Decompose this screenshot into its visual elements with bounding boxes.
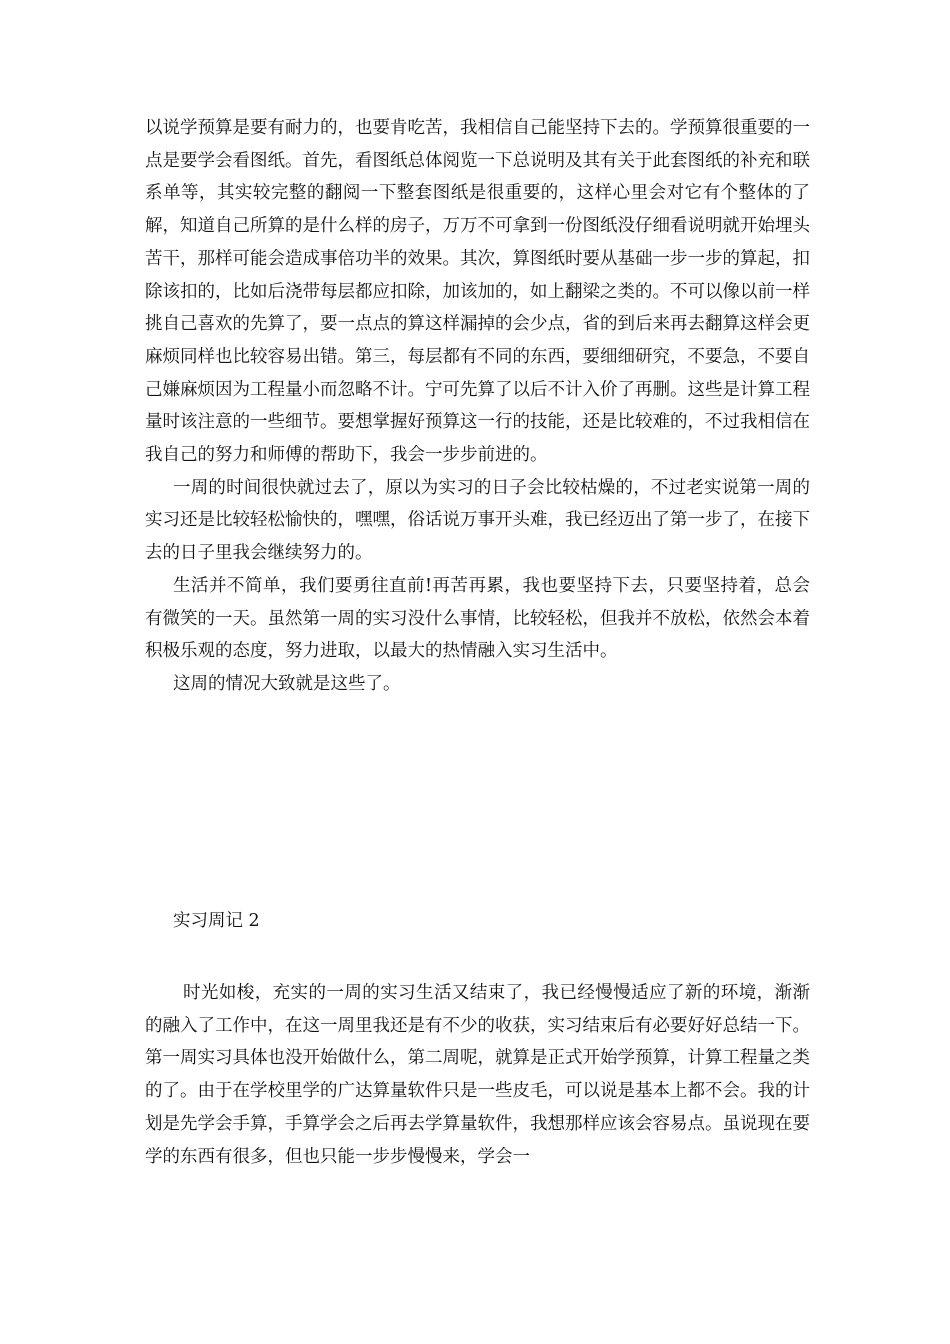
paragraph-budget-study: 以说学预算是要有耐力的，也要肯吃苦，我相信自己能坚持下去的。学预算很重要的一点是要学会看图纸。首先，看图纸总体阅览一下总说明及其有关于此套图纸的补充和联系单等，其实较完整的翻阅一下整套图纸是很重要的，这样心里会对它有个整体的了解，知道自己所算的是什么样的房子，万万不可拿到一份图纸没仔细看说明就开始埋头苦干，那样可能会造成事倍功半的效果。其次，算图纸时要从基础一步一步的算起，扣除该扣的，比如后浇带每层都应扣除，加该加的，如上翻梁之类的。不可以像以前一样挑自己喜欢的先算了，要一点点的算这样漏掉的会少点，省的到后来再去翻算这样会更麻烦同样也比较容易出错。第三，每层都有不同的东西，要细细研究，不要急，不要自己嫌麻烦因为工程量小而忽略不计。宁可先算了以后不计入价了再删。这些是计算工程量时该注意的一些细节。要想掌握好预算这一行的技能，还是比较难的，不过我相信在我自己的努力和师傅的帮助下，我会一步步前进的。	[145, 118, 810, 466]
section-heading: 实习周记 2	[173, 911, 260, 931]
text-block-bottom	[145, 977, 810, 1173]
paragraph-life-not-simple: 生活并不简单，我们要勇往直前!再苦再累，我也要坚持下去，只要坚持着，总会有微笑的一天。虽然第一周的实习没什么事情，比较轻松，但我并不放松，依然会本着积极乐观的态度，努力进取，以最大的热情融入实习生活中。	[145, 575, 810, 662]
text-block-top	[145, 112, 810, 701]
paragraph-first-week: 一周的时间很快就过去了，原以为实习的日子会比较枯燥的，不过老实说第一周的实习还是比较轻松愉快的，嘿嘿，俗话说万事开头难，我已经迈出了第一步了，在接下去的日子里我会继续努力的。	[145, 477, 810, 564]
paragraph-time-flies: 时光如梭，充实的一周的实习生活又结束了，我已经慢慢适应了新的环境，渐渐的融入了工作中，在这一周里我还是有不少的收获，实习结束后有必要好好总结一下。第一周实习具体也没开始做什么，第二周呢，就算是正式开始学预算，计算工程量之类的了。由于在学校里学的广达算量软件只是一些皮毛，可以说是基本上都不会。我的计划是先学会手算，手算学会之后再去学算量软件，我想那样应该会容易点。虽说现在要学的东西有很多，但也只能一步步慢慢来，学会一	[145, 983, 810, 1167]
paragraph-week-summary: 这周的情况大致就是这些了。	[173, 673, 401, 694]
